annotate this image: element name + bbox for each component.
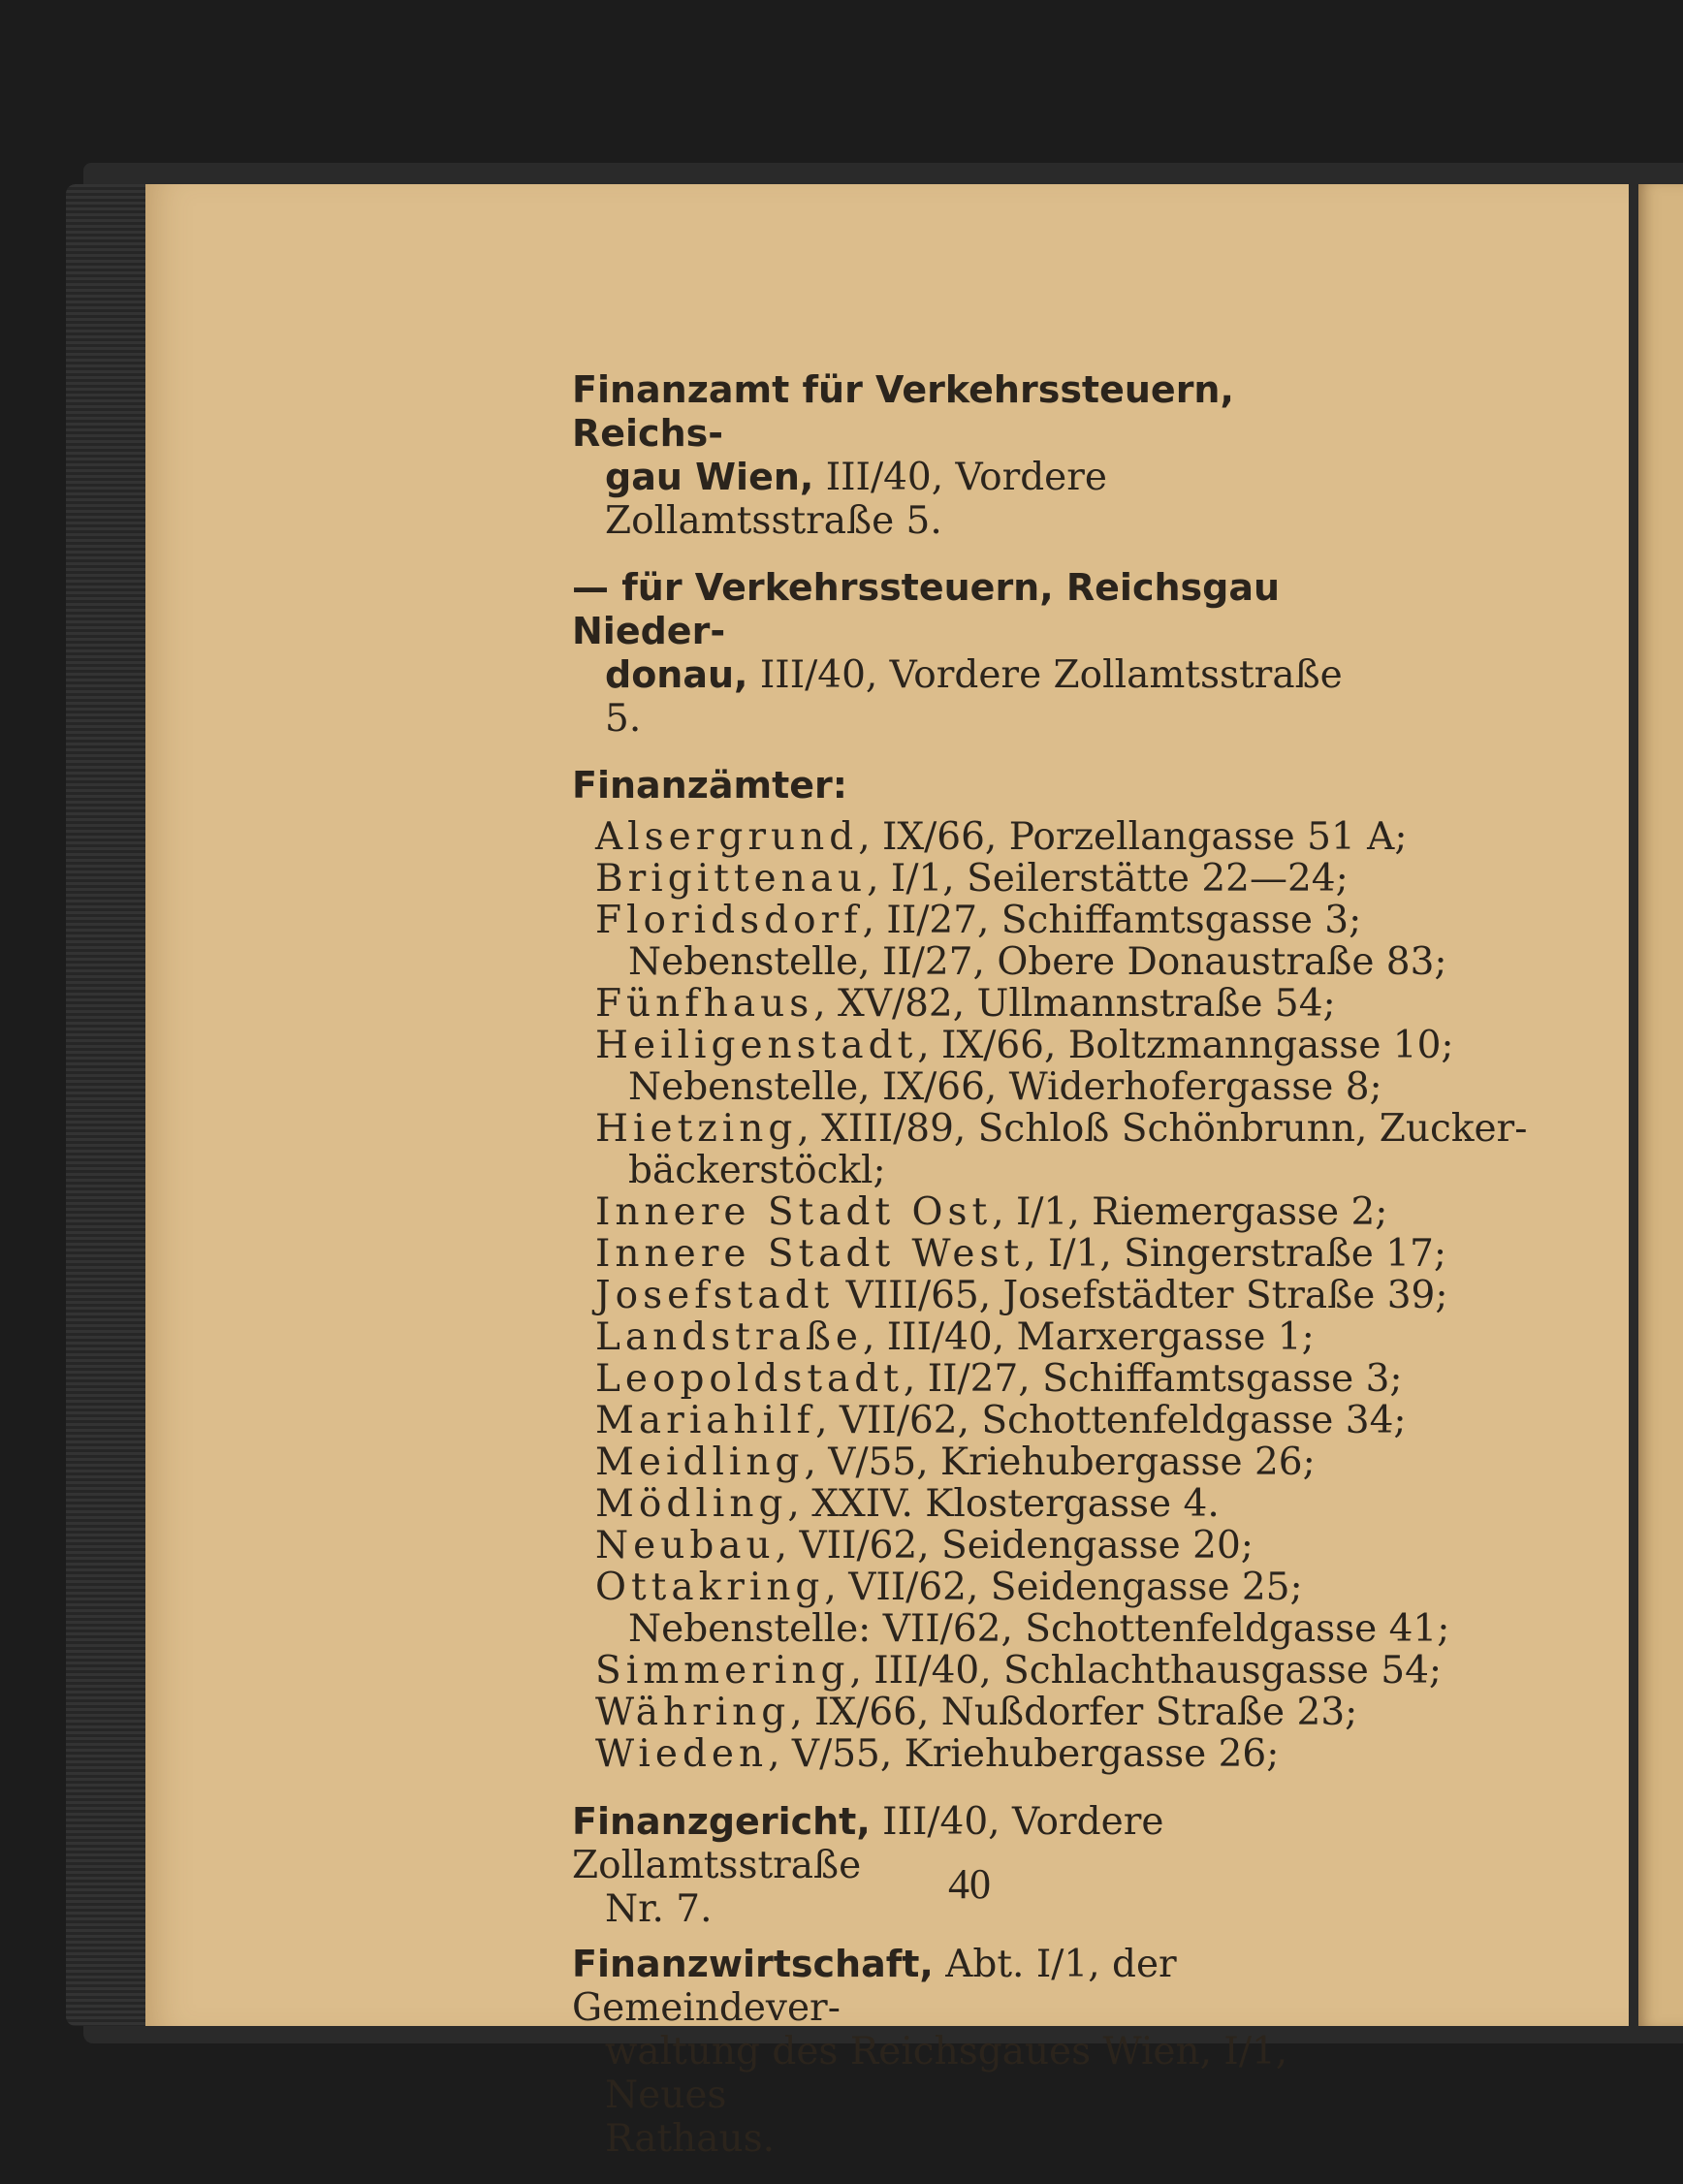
entry-head-cont: gau Wien,	[605, 456, 814, 498]
list-item: Fünfhaus, XV/82, Ullmannstraße 54;	[595, 982, 1336, 1026]
list-item: Floridsdorf, II/27, Schiffamtsgasse 3;	[595, 899, 1362, 942]
book-spine	[66, 184, 153, 2026]
entry-cont: waltung des Reichsgaues Wien, I/1, Neues	[605, 2030, 1288, 2117]
list-item: Hietzing, XIII/89, Schloß Schönbrunn, Zucker-	[595, 1107, 1528, 1151]
entry-text: III/40, Vordere Zollamtsstraße 5.	[605, 653, 1343, 741]
list-item: Heiligenstadt, IX/66, Boltzmanngasse 10;	[595, 1024, 1454, 1067]
list-item: Alsergrund, IX/66, Porzellangasse 51 A;	[595, 815, 1408, 859]
list-item: Währing, IX/66, Nußdorfer Straße 23;	[595, 1691, 1358, 1734]
list-item: Mariahilf, VII/62, Schottenfeldgasse 34;	[595, 1399, 1407, 1442]
entry-finanzamt-verkehrssteuern-niederdonau	[572, 566, 1367, 741]
entry-cont: Nr. 7.	[605, 1887, 713, 1931]
entry-cont: Rathaus.	[605, 2117, 776, 2161]
entry-head: Finanzwirtschaft,	[572, 1943, 934, 1985]
facing-page-edge	[1638, 184, 1683, 2026]
list-item-sub: Nebenstelle, II/27, Obere Donaustraße 83;	[628, 940, 1447, 984]
list-item: Leopoldstadt, II/27, Schiffamtsgasse 3;	[595, 1357, 1403, 1401]
list-item: Wieden, V/55, Kriehubergasse 26;	[595, 1732, 1280, 1776]
page-text	[572, 368, 1528, 2184]
list-item: Josefstadt VIII/65, Josefstädter Straße 39;	[595, 1274, 1448, 1317]
entry-head-cont: donau,	[605, 653, 748, 696]
list-item: Meidling, V/55, Kriehubergasse 26;	[595, 1440, 1316, 1484]
list-item: Innere Stadt Ost, I/1, Riemergasse 2;	[595, 1190, 1388, 1234]
entry-text: III/40, Vordere Zollamtsstraße 5.	[605, 456, 1107, 543]
list-item-sub: Nebenstelle, IX/66, Widerhofergasse 8;	[628, 1065, 1382, 1109]
list-item: Ottakring, VII/62, Seidengasse 25;	[595, 1566, 1303, 1609]
entry-head: Finanzgericht,	[572, 1800, 871, 1843]
list-item: Simmering, III/40, Schlachthausgasse 54;	[595, 1649, 1443, 1693]
list-item: Innere Stadt West, I/1, Singerstraße 17;	[595, 1232, 1447, 1276]
page-number: 40	[948, 1860, 991, 1908]
entry-finanzamt-verkehrssteuern-wien	[572, 368, 1367, 543]
entry-head: Finanzamt für Verkehrssteuern, Reichs-	[572, 368, 1234, 455]
list-item: Landstraße, III/40, Marxergasse 1;	[595, 1315, 1315, 1359]
entry-text: Abt. I/1, der Gemeindever-	[572, 1943, 1177, 2030]
list-item: Brigittenau, I/1, Seilerstätte 22—24;	[595, 857, 1349, 901]
entry-finanzwirtschaft	[572, 1943, 1367, 2161]
list-item: Neubau, VII/62, Seidengasse 20;	[595, 1524, 1254, 1567]
entry-head: — für Verkehrssteuern, Reichsgau Nieder-	[572, 566, 1281, 652]
entry-text: III/40, Vordere Zollamtsstraße	[572, 1800, 1164, 1887]
list-item-sub: bäckerstöckl;	[628, 1149, 886, 1192]
list-item: Mödling, XXIV. Klostergasse 4.	[595, 1482, 1220, 1526]
list-item-sub: Nebenstelle: VII/62, Schottenfeldgasse 41;	[628, 1607, 1450, 1651]
office-list	[572, 815, 1528, 1776]
section-title: Finanzämter:	[572, 764, 847, 807]
